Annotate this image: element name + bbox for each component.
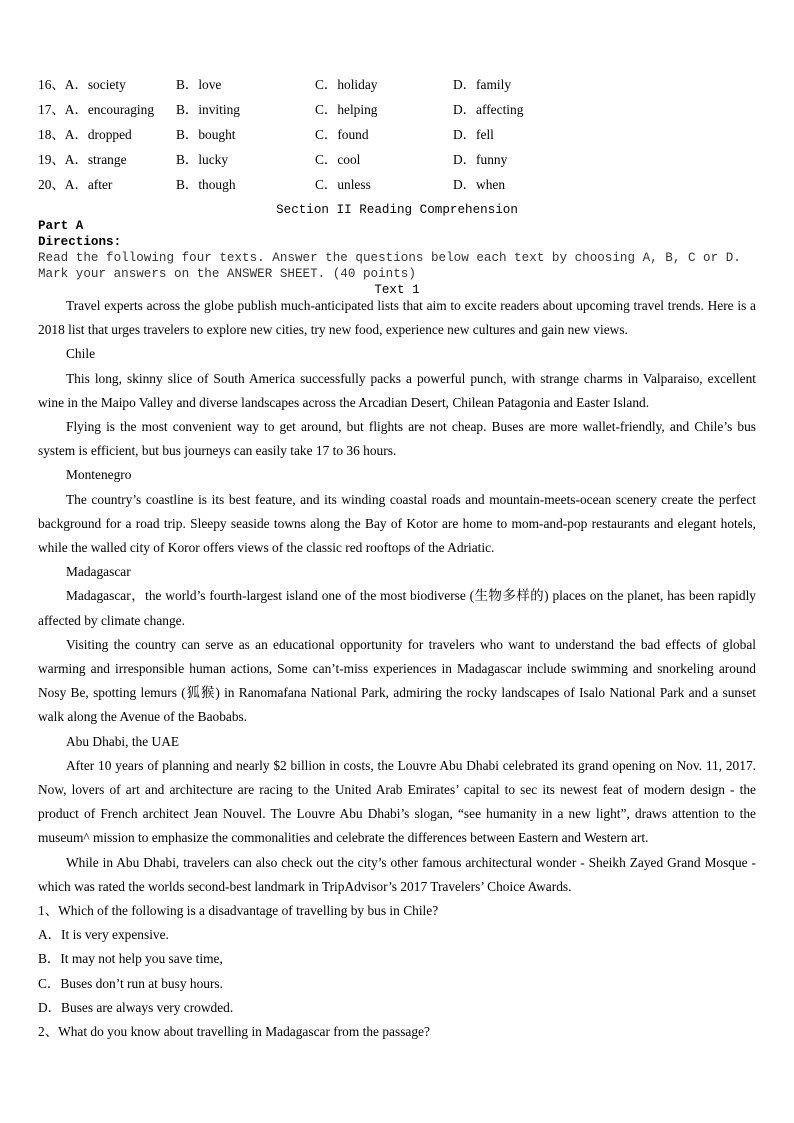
section-title: Section II Reading Comprehension [276,203,518,217]
question-2: 2、What do you know about travelling in Madagascar from the passage? [38,1024,430,1040]
option-c: C．unless [315,177,371,192]
question-1-option-c: C．Buses don’t run at busy hours. [38,975,223,991]
part-heading: Part A [38,219,84,233]
paragraph-abu-dhabi-1: After 10 years of planning and nearly $2 billion in costs, the Louvre Abu Dhabi celebrated its grand opening on Nov. 11, 2017. Now, lovers of art and architecture are racing to the United Arab Emirates’ capital to sec its newest feat of modern design - the product of French architect Jean Nouvel. The Louvre Abu Dhabi’s slogan, “see humanity in a new light”, draws attention to the museum^ mission to emphasize the commonalities and celebrate the differences between Eastern and Western art. [38,757,756,846]
question-1-option-d: D．Buses are always very crowded. [38,999,234,1015]
paragraph-madagascar-1: Madagascar，the world’s fourth-largest island one of the most biodiverse (生物多样的) places on the planet, has been rapidly affected by climate change. [38,588,756,628]
paragraph-montenegro-1: The country’s coastline is its best feature, and its winding coastal roads and mountain-meets-ocean scenery create the perfect background for a road trip. Sleepy seaside towns along the Bay of Kotor are home to mom-and-pop restaurants and elegant hotels, while the walled city of Koror offers views of the classic red rooftops of the Adriatic. [38,491,756,556]
option-d: D．fell [453,127,494,142]
reading-passage [38,294,756,1044]
heading-madagascar: Madagascar [66,564,131,580]
paragraph-chile-1: This long, skinny slice of South America successfully packs a powerful punch, with strange charms in Valparaiso, excellent wine in the Maipo Valley and diverse landscapes across the Arcadian Desert, Chilean Patagonia and Easter Island. [38,370,756,410]
text-title: Text 1 [374,283,420,297]
option-c: C．helping [315,102,378,117]
directions-text: Read the following four texts. Answer the questions below each text by choosing A, B, C or D. Mark your answers on the ANSWER SHEET. (40 points) [38,251,741,281]
option-b: B．bought [176,127,236,142]
option-a: 19、A．strange [38,152,127,167]
heading-montenegro: Montenegro [66,467,132,483]
option-a: 20、A．after [38,177,113,192]
option-b: B．inviting [176,102,240,117]
option-d: D．when [453,177,506,192]
option-c: C．cool [315,152,361,167]
option-c: C．found [315,127,369,142]
directions-label: Directions: [38,235,122,249]
question-1-option-a: A．It is very expensive. [38,927,169,943]
paragraph-chile-2: Flying is the most convenient way to get around, but flights are not cheap. Buses are more wallet-friendly, and Chile’s bus system is efficient, but bus journeys can easily take 17 to 36 hours. [38,419,756,459]
option-c: C．holiday [315,77,378,92]
option-b: B．lucky [176,152,229,167]
option-d: D．affecting [453,102,524,117]
paragraph-abu-dhabi-2: While in Abu Dhabi, travelers can also check out the city’s other famous architectural wonder - Sheikh Zayed Grand Mosque - which was rated the worlds second-best landmark in TripAdvisor’s 2017 Travelers’ Choice Awards. [38,854,756,894]
option-a: 17、A．encouraging [38,102,155,117]
option-d: D．funny [453,152,508,167]
heading-chile: Chile [66,346,96,362]
option-a: 18、A．dropped [38,127,132,142]
paragraph-intro: Travel experts across the globe publish much-anticipated lists that aim to excite readers about upcoming travel trends. Here is a 2018 list that urges travelers to explore new cities, try new food, experience new cultures and gain new views. [38,298,756,338]
question-1-option-b: B．It may not help you save time, [38,951,223,967]
option-a: 16、A．society [38,77,126,92]
question-1: 1、Which of the following is a disadvantage of travelling by bus in Chile? [38,903,439,919]
option-d: D．family [453,77,512,92]
option-b: B．love [176,77,222,92]
option-b: B．though [176,177,236,192]
paragraph-madagascar-2: Visiting the country can serve as an educational opportunity for travelers who want to understand the bad effects of global warming and irresponsible human actions, Some can’t-miss experiences in Madagascar include swimming and snorkeling around Nosy Be, spotting lemurs (狐猴) in Ranomafana National Park, admiring the rocky landscapes of Isalo National Park and a sunset walk along the Avenue of the Baobabs. [38,636,756,725]
heading-abu-dhabi: Abu Dhabi, the UAE [66,733,180,749]
